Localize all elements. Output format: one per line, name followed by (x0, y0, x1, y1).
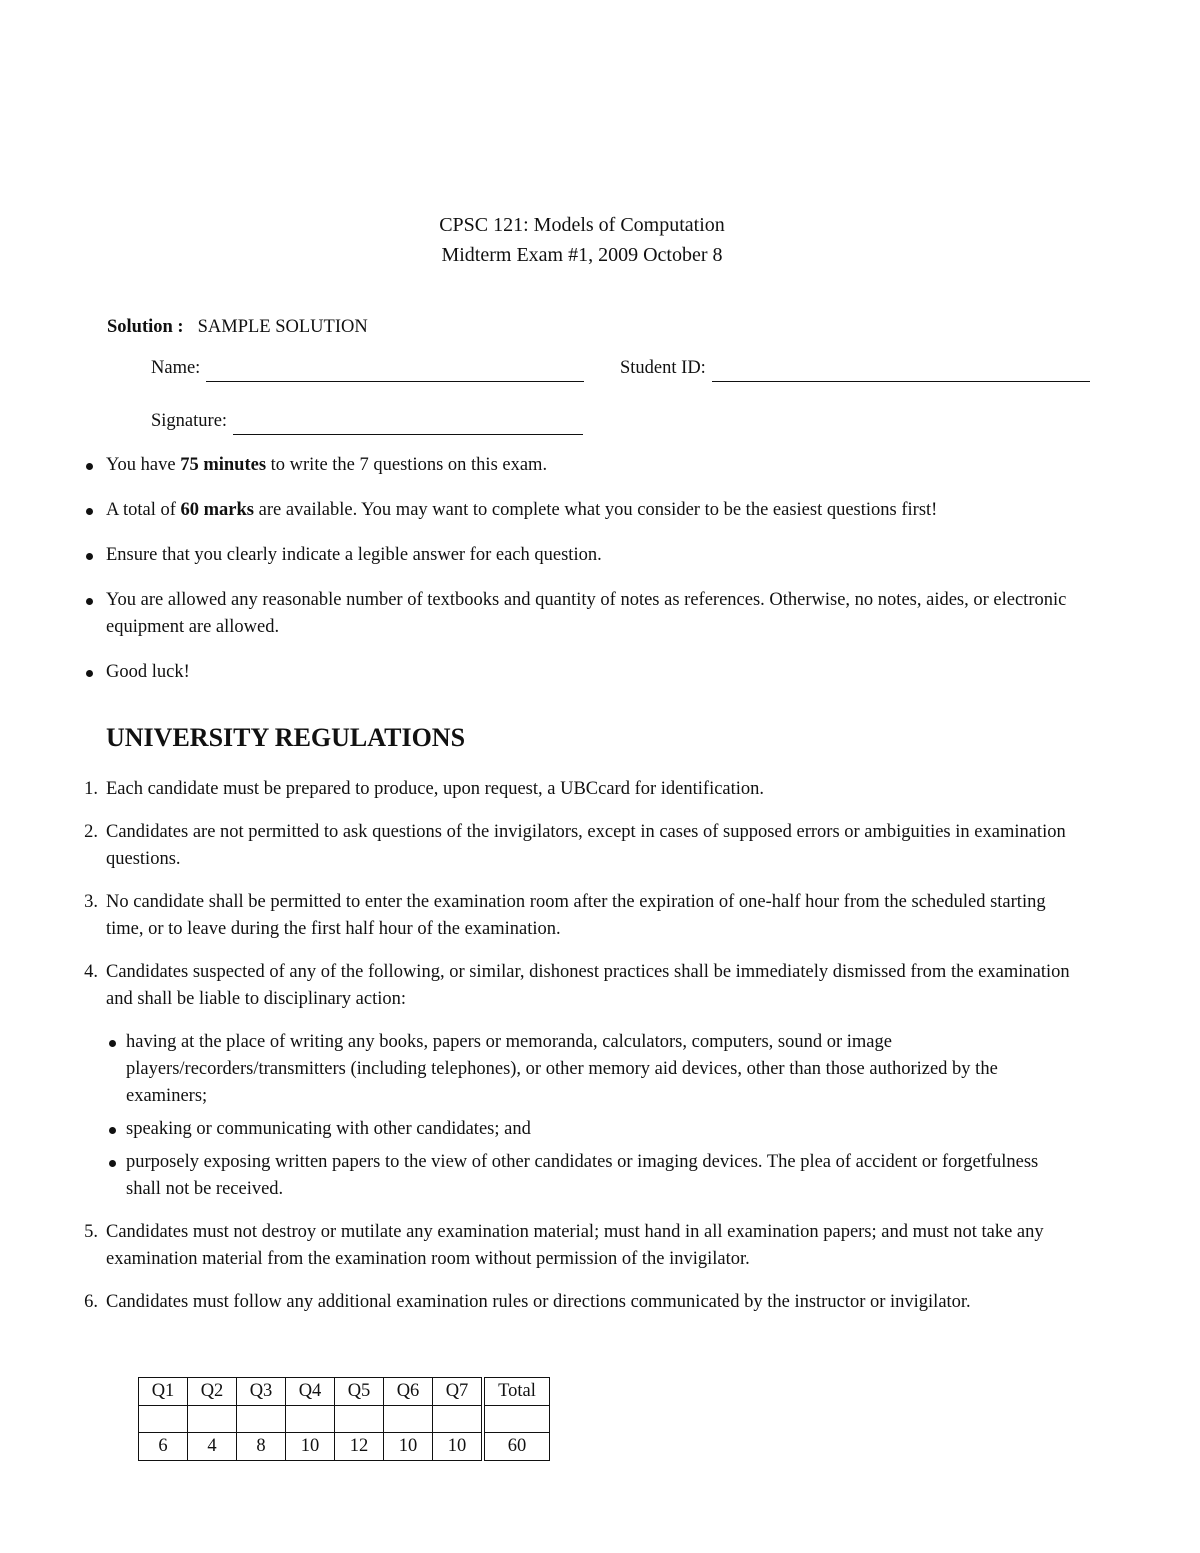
dishonest-practice-item: speaking or communicating with other candidates; and (106, 1116, 1076, 1143)
marks-header-cell: Q3 (237, 1378, 286, 1406)
instructions-list (86, 452, 1086, 704)
signature-label: Signature: (151, 411, 228, 431)
regulation-item: 4. Candidates suspected of any of the following, or similar, dishonest practices shall be immediately dismissed from the examination and shall be liable to disciplinary action: having at the place of writing any books, papers or memoranda, calculators, computers, sound or image players/recorders/transmitters (including telephones), or other memory aid devices, other than those authorized by the examiners; speaking or communicating with other candidates; and purposely exposing written papers to the view of other candidates or imaging devices. The plea of accident or forgetfulness shall not be received. (76, 959, 1076, 1203)
solution-value: SAMPLE SOLUTION (197, 317, 368, 337)
instruction-item: You have 75 minutes to write the 7 questions on this exam. (86, 452, 1086, 479)
max-mark-cell: 10 (433, 1432, 484, 1460)
signature-line[interactable] (233, 416, 583, 435)
marks-max-row (139, 1432, 550, 1460)
regulation-item: 3. No candidate shall be permitted to enter the examination room after the expiration of one-half hour from the scheduled starting time, or to leave during the first half hour of the examination. (84, 892, 1046, 939)
max-mark-cell: 8 (237, 1432, 286, 1460)
regulation-item: 1. Each candidate must be prepared to produce, upon request, a UBCcard for identification. (84, 779, 765, 799)
score-cell[interactable] (188, 1405, 237, 1432)
regulation-item: 6. Candidates must follow any additional examination rules or directions communicated by the instructor or invigilator. (84, 1292, 971, 1312)
dishonest-practices-list (106, 1029, 1076, 1203)
score-cell[interactable] (384, 1405, 433, 1432)
marks-header-cell: Q5 (335, 1378, 384, 1406)
marks-header-cell: Q7 (433, 1378, 484, 1406)
max-mark-cell: 60 (483, 1432, 550, 1460)
name-field[interactable] (151, 355, 584, 382)
marks-table (138, 1377, 550, 1461)
max-mark-cell: 4 (188, 1432, 237, 1460)
marks-header-cell: Q4 (286, 1378, 335, 1406)
max-mark-cell: 10 (384, 1432, 433, 1460)
regulations-heading: UNIVERSITY REGULATIONS (106, 723, 466, 752)
regulations-list (76, 776, 1076, 1332)
regulation-item: 2. Candidates are not permitted to ask questions of the invigilators, except in cases of supposed errors or ambiguities in examination questions. (84, 822, 1066, 869)
score-cell[interactable] (139, 1405, 188, 1432)
student-id-line[interactable] (712, 363, 1090, 382)
marks-header-cell: Q1 (139, 1378, 188, 1406)
score-cell[interactable] (286, 1405, 335, 1432)
solution-line (107, 314, 368, 341)
exam-subtitle: Midterm Exam #1, 2009 October 8 (441, 244, 723, 266)
instruction-item: Good luck! (86, 659, 1086, 686)
student-id-label: Student ID: (620, 358, 706, 378)
instruction-item: A total of 60 marks are available. You may want to complete what you consider to be the easiest questions first! (86, 497, 1086, 524)
exam-header (0, 210, 1164, 270)
instruction-item: You are allowed any reasonable number of textbooks and quantity of notes as references. Otherwise, no notes, aides, or electronic equipment are allowed. (86, 587, 1086, 641)
regulation-item: 5. Candidates must not destroy or mutilate any examination material; must hand in all examination papers; and must not take any examination material from the examination room without permission of the invigilator. (84, 1222, 1044, 1269)
marks-header-row (139, 1378, 550, 1406)
max-mark-cell: 6 (139, 1432, 188, 1460)
course-title: CPSC 121: Models of Computation (439, 214, 725, 236)
name-label: Name: (151, 358, 201, 378)
dishonest-practice-item: purposely exposing written papers to the view of other candidates or imaging devices. The plea of accident or forgetfulness shall not be received. (106, 1149, 1076, 1203)
max-mark-cell: 10 (286, 1432, 335, 1460)
score-cell[interactable] (433, 1405, 484, 1432)
score-cell[interactable] (237, 1405, 286, 1432)
marks-header-cell: Total (483, 1378, 550, 1406)
name-line[interactable] (206, 363, 584, 382)
student-id-field[interactable] (620, 355, 1090, 382)
marks-header-cell: Q6 (384, 1378, 433, 1406)
max-mark-cell: 12 (335, 1432, 384, 1460)
solution-label: Solution : (107, 317, 184, 337)
signature-field[interactable] (151, 408, 583, 435)
marks-score-row (139, 1405, 550, 1432)
score-cell[interactable] (335, 1405, 384, 1432)
marks-header-cell: Q2 (188, 1378, 237, 1406)
instruction-item: Ensure that you clearly indicate a legible answer for each question. (86, 542, 1086, 569)
dishonest-practice-item: having at the place of writing any books, papers or memoranda, calculators, computers, sound or image players/recorders/transmitters (including telephones), or other memory aid devices, other than those authorized by the examiners; (106, 1029, 1076, 1110)
score-cell[interactable] (483, 1405, 550, 1432)
